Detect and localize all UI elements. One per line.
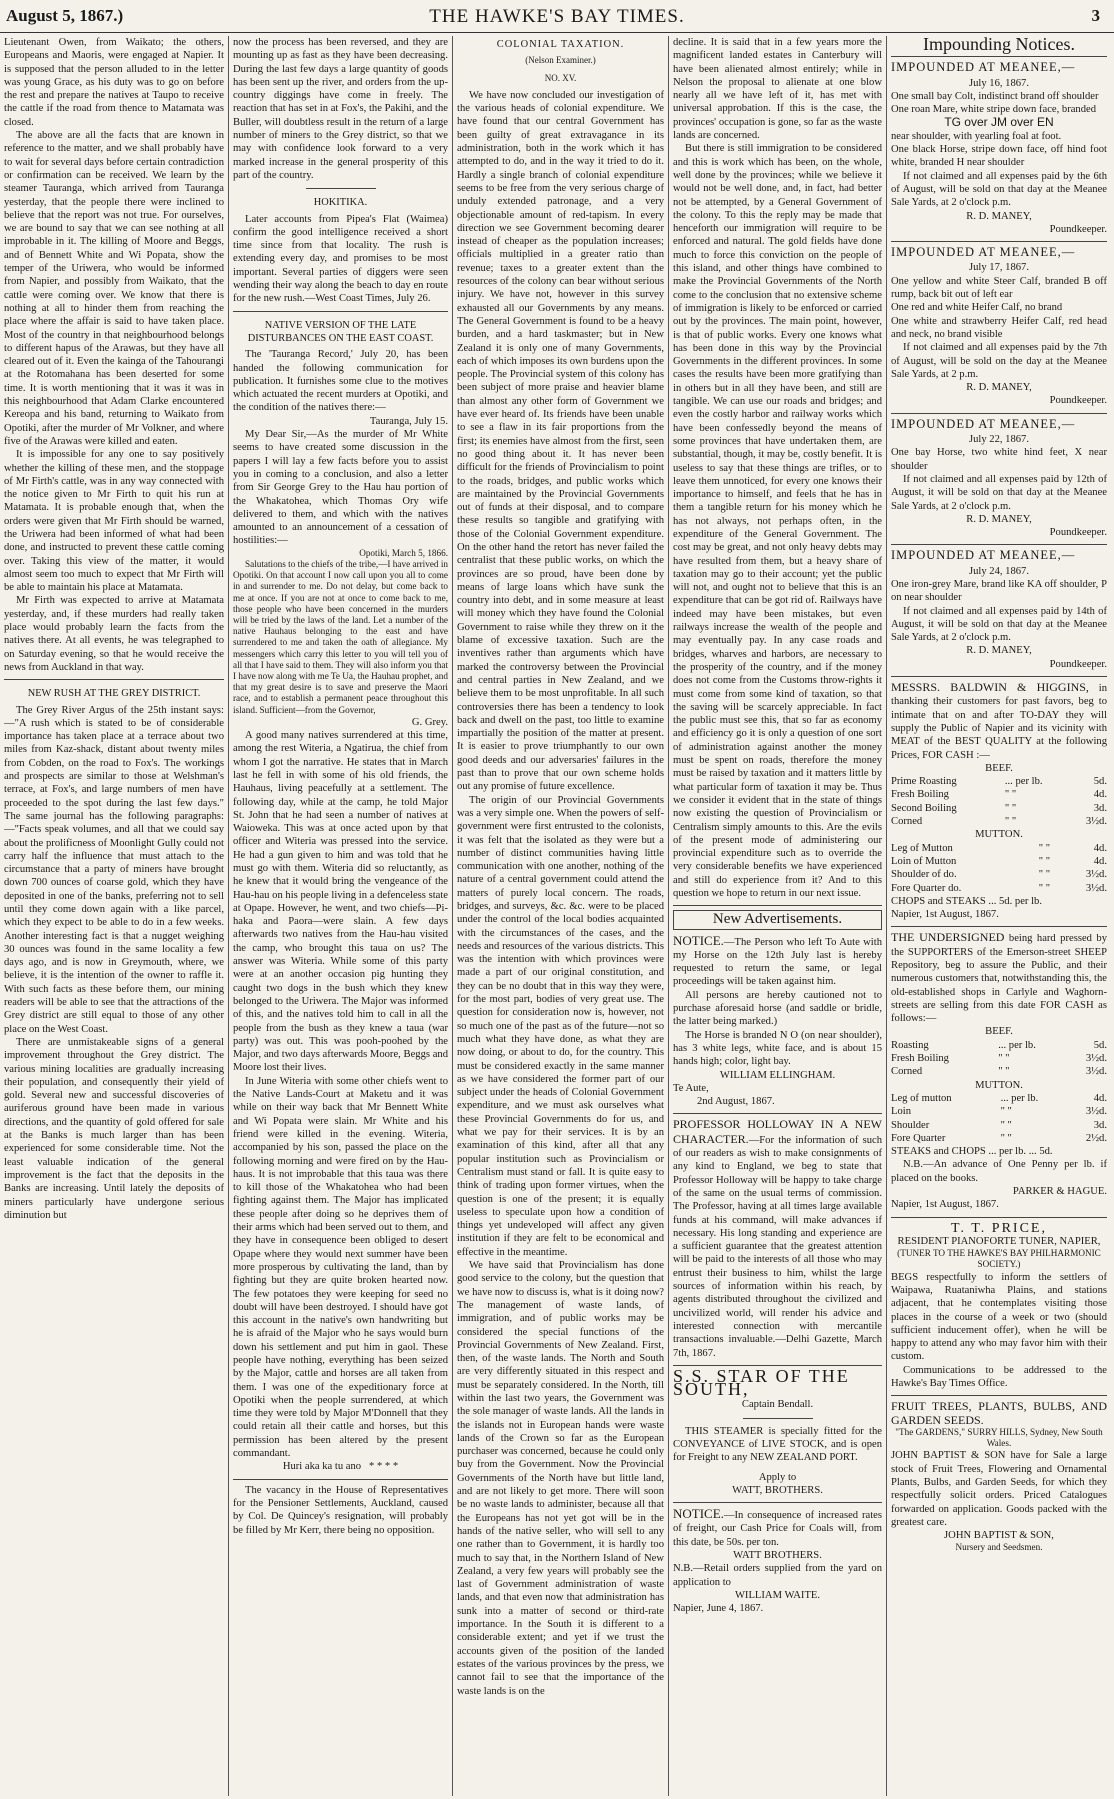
ad-apply: Apply to [758, 1471, 797, 1483]
ad-date: 2nd August, 1867. [697, 1096, 775, 1108]
divider [4, 679, 224, 680]
poundkeeper-name: R. D. MANEY, [966, 513, 1032, 525]
governor-letter: Salutations to the chiefs of the tribe,—I have arrived in Opotiki. On that account I now call upon you all to come in and surrender to me. Do not delay, but come back to me at once. If you are not at once to come back to me, those people who have been concerned in the murders will be tried by the laws of the land. Let a number of the native Hauhaus belonging to the east and have surrendered to me and taken the oath of allegiance. My messengers which carry this letter to you will tell you of all that I have said to them. They will also inform you that I have now along with me Te Ua, the Hauhau prophet, and that my great desire is to save and preserve the Maori race, and to establish a permanent peace throughout this island. Sufficient—from the Governor, [233, 558, 448, 715]
column-divider [452, 36, 453, 1796]
price-item: Fresh Boiling [891, 789, 949, 801]
poundkeeper-name: R. D. MANEY, [966, 645, 1032, 657]
price-section-heading: BEEF. [985, 762, 1013, 774]
price-item: Shoulder of do. [891, 869, 957, 881]
price-unit: " " [1000, 1119, 1012, 1131]
divider [891, 56, 1107, 57]
advertisement-holloway [673, 1118, 882, 1359]
source-note: (Nelson Examiner.) [525, 55, 596, 66]
price-row [891, 855, 1107, 868]
paragraph: decline. It is said that in a few years more the magnificent landed estates in Canterbury will have been alienated almost entirely; while in Nelson the proposal to alienate at one blow nearly all we have left of it, has met with universal approbation. If this is the case, the provinces' occupation is gone, so far as the waste lands are concerned. [673, 37, 882, 142]
divider [673, 1113, 882, 1114]
impound-terms: If not claimed and all expenses paid by the 6th of August, will be sold on that day at the Meanee Sale Yards, at 2 o'clock p.m. [891, 170, 1107, 209]
ad-text: —For the information of such of our readers as wish to make consignments of any kind to England, we beg to state that Professor Holloway will be happy to take charge of the same on the usual terms of commission. The Professor, having at all times large available funds at his command, will make advances if necessary. His long standing and experience are a sufficient guarantee that the greatest attention will be paid to the interests of all those who may entrust their business to him, whilst the large sources of information within his reach, by agents distributed throughout the civilized and uncivilized world, will render his advice and interested connection with mercantile transactions invaluable.—Delhi Gazette, March 7th, 1867. [673, 1134, 882, 1359]
ad-date: Napier, June 4, 1867. [673, 1603, 764, 1615]
column-divider [228, 36, 229, 1796]
price-unit: " " [1038, 882, 1051, 894]
impound-entry: One iron-grey Mare, brand like KA off shoulder, P on near shoulder [891, 578, 1107, 604]
price-row [891, 882, 1107, 895]
masthead-rule [0, 32, 1114, 33]
ad-heading: NOTICE. [673, 932, 724, 948]
impound-terms: If not claimed and all expenses paid by 14th of August, it will be sold on that day at the Meanee Sale Yards, at 2 o'clock p.m. [891, 605, 1107, 644]
signature-text: Huri aka ka tu ano [282, 1461, 362, 1473]
price-row [891, 775, 1107, 788]
price-value: 4d. [1093, 842, 1107, 854]
impound-terms: If not claimed and all expenses paid by the 7th of August, will be sold on the day at the Meanee Sale Yards, at 2 p.m. [891, 342, 1107, 380]
price-item: Fore Quarter do. [891, 882, 962, 894]
price-section-heading: MUTTON. [975, 1079, 1023, 1091]
price-unit: " " [1000, 1132, 1012, 1144]
ad-text: N.B.—An advance of One Penny per lb. if placed on the books. [891, 1159, 1107, 1184]
price-row [891, 1039, 1107, 1052]
impound-terms: If not claimed and all expenses paid by 12th of August, it will be sold on that day at the Meanee Sale Yards, at 2 o'clock p.m. [891, 473, 1107, 512]
ad-heading: S.S. STAR OF THE SOUTH, [673, 1365, 850, 1400]
price-unit: ... per lb. [998, 1039, 1036, 1051]
brand-marks: TG over JM over EN [944, 115, 1054, 130]
column-4 [673, 36, 882, 1796]
price-item: Loin of Mutton [891, 855, 957, 867]
price-unit: " " [1038, 855, 1051, 867]
price-section-heading: BEEF. [985, 1026, 1013, 1038]
impound-entry: One bay Horse, two white hind feet, X near shoulder [891, 447, 1107, 472]
series-number: NO. XV. [544, 72, 577, 83]
ad-heading: MESSRS. BALDWIN & HIGGINS, [891, 680, 1089, 695]
ad-text: All persons are hereby cautioned not to purchase aforesaid horse (and saddle or bridle, the latter being marked.) [673, 989, 882, 1028]
signature [233, 1460, 448, 1473]
price-item: Roasting [891, 1039, 929, 1051]
price-value: 3½d. [1085, 869, 1107, 881]
ad-heading: THE UNDERSIGNED [891, 930, 1005, 945]
paragraph: Lieutenant Owen, from Waikato; the others, Europeans and Maoris, were engaged at Napier. It is supposed that the person alluded to in the letter was young Grace, as his duty was to go on before the rest and prepare the natives at Taupo to receive the cattle if the road from thence to Matamata was closed. [4, 37, 224, 128]
price-line: CHOPS and STEAKS ... 5d. per lb. [891, 895, 1042, 907]
poundkeeper-title: Poundkeeper. [1049, 527, 1107, 539]
ad-text: JOHN BAPTIST & SON have for Sale a large stock of Fruit Trees, Flowering and Ornamental Plants, Bulbs, and Garden Seeds, for which they respectfully solicit orders. Priced Catalogues forwarded on application. Goods packed with the greatest care. [891, 1450, 1107, 1528]
ad-subheading: RESIDENT PIANOFORTE TUNER, NAPIER, [897, 1235, 1101, 1247]
section-heading: NATIVE VERSION OF THE LATE DISTURBANCES ON THE EAST COAST. [247, 319, 434, 344]
price-unit: ... per lb. [1000, 1092, 1039, 1104]
price-item: Corned [891, 816, 923, 828]
ad-text: N.B.—Retail orders supplied from the yard on application to [673, 1563, 882, 1588]
butcher-ad-baldwin [891, 681, 1107, 762]
price-row [891, 868, 1107, 881]
divider [891, 926, 1107, 927]
price-row [891, 1092, 1107, 1105]
price-unit: " " [1000, 1106, 1012, 1118]
ad-heading: FRUIT TREES, PLANTS, BULBS, AND GARDEN SEEDS. [891, 1399, 1107, 1427]
price-row [891, 788, 1107, 801]
divider [891, 413, 1107, 414]
price-value: 4d. [1093, 855, 1107, 867]
ad-text: The Horse is branded N O (on near shoulder), has 3 white legs, white face, and is about 15 hands high; color, light bay. [673, 1029, 882, 1068]
section-heading: NEW RUSH AT THE GREY DISTRICT. [27, 688, 201, 700]
ad-heading: T. T. PRICE, [951, 1220, 1047, 1236]
price-item: Corned [891, 1066, 923, 1078]
section-heading: HOKITIKA. [313, 197, 368, 209]
price-value: 4d. [1093, 1092, 1107, 1104]
price-table-beef [891, 1039, 1107, 1079]
price-value: 3d. [1093, 1119, 1107, 1131]
price-value: 3½d. [1085, 882, 1107, 894]
price-line: STEAKS and CHOPS ... per lb. ... 5d. [891, 1146, 1053, 1158]
price-unit: " " [1038, 869, 1051, 881]
divider [743, 1418, 813, 1419]
ad-text: in thanking their customers for past favors, beg to intimate that on and after TO-DAY they will supply the Public of Napier and its vicinity with MEAT of the BEST QUALITY at the following Prices, FOR CASH :— [891, 683, 1107, 761]
price-row [891, 1119, 1107, 1132]
price-item: Prime Roasting [891, 776, 957, 788]
impound-date: July 17, 1867. [968, 262, 1030, 274]
price-value: 3½d. [1085, 1053, 1107, 1065]
price-row [891, 802, 1107, 815]
paragraph: Later accounts from Pipea's Flat (Waimea) confirm the good intelligence received a short time since from that locality. The rush is extending every day, and promises to be most important. Several parties of diggers were seen wending their way along the beach to day en route for the new rush.—West Coast Times, July 26. [233, 213, 448, 305]
asterism: * * * * [369, 1461, 399, 1473]
poundkeeper-name: R. D. MANEY, [966, 210, 1032, 222]
ad-place: Te Aute, [673, 1082, 709, 1094]
price-table-mutton [891, 842, 1107, 895]
divider [673, 905, 882, 906]
impound-entry: One red and white Heifer Calf, no brand [891, 302, 1063, 314]
column-1 [4, 36, 224, 1796]
ad-date: Napier, 1st August, 1867. [891, 1199, 999, 1211]
price-unit: " " [1004, 816, 1017, 828]
divider [673, 1502, 882, 1503]
ad-text: BEGS respectfully to inform the settlers of Waipawa, Ruataniwha Plains, and stations adjacent, that he contemplates visiting those places in the course of a week or two (should sufficient inducement offer), when he will be happy to attend any who may favor him with their custom. [891, 1271, 1107, 1363]
impound-entry: One yellow and white Steer Calf, branded B off rump, back bit out of left ear [891, 275, 1107, 301]
poundkeeper-title: Poundkeeper. [1049, 395, 1107, 407]
price-item: Loin [891, 1106, 912, 1118]
price-row [891, 1105, 1107, 1118]
impound-heading: IMPOUNDED AT MEANEE,— [891, 548, 1076, 563]
price-unit: " " [1004, 802, 1017, 814]
divider [891, 1217, 1107, 1218]
price-row [891, 1065, 1107, 1078]
issue-date: August 5, 1867.) [6, 6, 124, 25]
price-value: 2½d. [1085, 1132, 1107, 1144]
poundkeeper-title: Poundkeeper. [1049, 658, 1107, 670]
column-divider [668, 36, 669, 1796]
impound-entry: One small bay Colt, indistinct brand off shoulder [891, 90, 1099, 102]
column-5 [891, 36, 1107, 1796]
paragraph: now the process has been reversed, and they are mounting up as fast as they have been decreasing. During the last few days a large quantity of goods has been sent up the river, and orders from the up-country diggings have come in freely. The reaction that has set in at Fox's, the Pakihi, and the Buller, will doubtless result in the return of a large number of miners to the Grey district, so that we may with confidence look forward to a very marked increase in the general prosperity of this part of the country. [233, 37, 448, 181]
paragraph: The origin of our Provincial Governments was a very simple one. When the powers of self-government were first entrusted to the colonists, it was felt that the isolated as they were but a number of distinct communities having little communication with one another, nothing of the nature of a central government could attend the matters of purely local concern. The roads, bridges, and surveys, &c. &c. were to be placed under the control of the local bodies acquainted with the circumstances of the cases, and the needs and resources of the various districts. This was the intention with which provinces were made a part of our original constitution, and they can be no doubt that in this way they were, for the most part, bodies of very great use. The question for consideration now is, however, not so much one of the past as of the future—not so much what they have done, as what they are now doing, or about to do, for the country. This must be considered exactly in the same manner as we have considered the former part of our subject under the heads of Colonial Government expenditure, and we must ask ourselves what these Provincial Governments do for us, and what we pay for their services. It is by an examination of this kind, after all that any popular institution such as Provincialism or Centralism must stand or fall. It is quite easy to think of trading upon former virtues, when the question is one of the present; it is equally useless to speculate upon how a condition of things yet undeveloped will affect any given institution if they are felt to be economical and effective in the meantime. [457, 794, 664, 1258]
column-divider [886, 36, 887, 1796]
impound-date: July 24, 1867. [968, 565, 1030, 577]
price-value: 4d. [1093, 789, 1107, 801]
ad-signature: PARKER & HAGUE. [1012, 1186, 1107, 1198]
ad-heading: NOTICE. [673, 1506, 724, 1522]
price-row [891, 1052, 1107, 1065]
ad-heading: PROFESSOR HOLLOWAY IN A NEW CHARACTER. [673, 1117, 882, 1146]
divider [233, 1479, 448, 1480]
advertisement-notice [673, 934, 882, 989]
ad-signature: Nursery and Seedsmen. [955, 1542, 1043, 1553]
divider [891, 241, 1107, 242]
price-unit: " " [1004, 789, 1017, 801]
signature: G. Grey. [411, 716, 448, 728]
paragraph: But there is still immigration to be considered and this is work which has been, on the whole, well done by the provinces; while we believe it would not be well done, and, in fact, had better not be attempted, by a General Government of the colony. To this the reply may be made that henceforth our immigration will require to be enforced and natural. The gold fields have done much to force this conviction on the people of this island, and other things have combined to make the Provincial Governments of the North come to the conclusion that no extensive scheme of immigration is likely to be enforced or carried out by the provinces. The main point, however, is that of public works. Every one knows what has been done in this way by the Provincial Governments in the different provinces. In some cases the results have been more gratifying than in others but in all they have been, and still are tangible. We can use our roads and bridges; and even the costly harbor and railway works which have been confessedly beyond the means of some provinces that have undertaken them, are substantial, though, it may be, costly benefit. It is useless to say that these things are trifles, or to leave them unnoticed, for every one knows their importance to himself, and feels that he has in them a tangible return for his money which he has not always, not perhaps often, in the expenditure of the General Government. The cost may be great, and not only heavy debts may have resulted from them, but a heavy share of taxation may go to their account; yet the public will not, and ought not to believe that this is an expenditure that can be got rid of. Railways have indeed may have been mistakes, but even railways increase the wealth of the people and may eventually pay. In any case roads and bridges, wharves and harbors, are necessary to the prosperity of the country, and if the money does not come from the Customs throw-rights it must come from some kind of taxation, so that the saving will be scarcely appreciable. In fact the public must see this, that so far as economy and efficiency go it is only a question of one sort of administration against another the money must be spent on roads, therefore the money must be raised by taxation and it matters little by what particular form of taxation it may be. Thus we consider it evident that in the state of things now existing the question of Provincialism or Centralism simply amounts to this. Are the evils of the present mode of administering our provincial expenditure such as to override the very considerable benefits we have experienced and still do experience from it? And to this question we hope to return in our next issue. [673, 143, 882, 899]
price-item: Leg of Mutton [891, 842, 953, 854]
price-table-mutton [891, 1092, 1107, 1145]
ad-text: being hard pressed by the SUPPORTERS of the Emerson-street SHEEP Repository, beg to assure the Public, and their numerous customers that, notwithstanding this, the old-established shops in Carlyle and Waghorn-streets are selling from this date FOR CASH as follows:— [891, 933, 1107, 1025]
poundkeeper-name: R. D. MANEY, [966, 382, 1032, 394]
divider [306, 188, 376, 189]
impounding-heading: Impounding Notices. [923, 36, 1075, 54]
ad-signature: WATT, BROTHERS. [732, 1484, 823, 1496]
price-unit: " " [998, 1053, 1010, 1065]
price-unit: " " [1038, 842, 1051, 854]
paragraph: There are unmistakeable signs of a general improvement throughout the Grey district. The various mining localities are gradually increasing their population, and consequently their yield of gold. Several new and successful discoveries of auriferous ground have been made in various directions, and the quantity of gold offered for sale at the Banks is much larger than has been experienced for some considerable time. Not the least valuable indication of the general improvement is the fact that the deposits in the Banks are increasing. Until lately the deposits of miners particularly have undergone serious diminution but [4, 1036, 224, 1221]
price-item: Fresh Boiling [891, 1053, 949, 1065]
price-value: 3½d. [1085, 1106, 1107, 1118]
price-row [891, 842, 1107, 855]
poundkeeper-title: Poundkeeper. [1049, 223, 1107, 235]
paragraph: The vacancy in the House of Representatives for the Pensioner Settlements, Auckland, caused by Col. De Quincey's resignation, will probably be filled by Mr Kerr, there being no opposition. [233, 1484, 448, 1536]
paragraph: The 'Tauranga Record,' July 20, has been handed the following communication for publication. It furnishes some clue to the motives which actuated the recent murders at Opotiki, and the condition of the natives there:— [233, 349, 448, 414]
paragraph: We have now concluded our investigation of the various heads of colonial expenditure. We have found that our central Government has been guilty of great extravagance in its administration, both in the work which it has attempted to do, and in the way it tried to do it. Hardly a single branch of colonial expenditure seems to be free from the very serious charge of unduly extended patronage, and a very objectionable amount of red-tapism. In every direction we see Government becoming dearer instead of cheaper as the population increases; officials multiplied in a greater ratio than revenue; taxes to a greater extent than the resources of the colony can bear without serious injury. We have not, however in this survey exhausted all our Governments by any means. The General Government is found to be a heavy burden, and a hard taskmaster; but in New Zealand it is only one of many Governments, each of which imposes its own burdens upon the people. The Provincial system of this colony has been subject of more praise and heavier blame than almost any other form of Government we have ever heard of. Its friends have been unable to see a flaw in its fair proportions from the first; its enemies have almost from the first, seen no good thing about it. It has never been difficult for the friends of Provincialism to point to the roads, bridges, and public works which are maintained by the Provincial Governments out of funds at their disposal, and to compare these results so tangible and gratifying with those of the Colonial Government expenditure. On the other hand the retort has never failed the centralist that these public works, on which the provinces are so proud, have been done by means of large loans which have sunk the country into debt, and in some measure at least will money which they have found the Colonial Government to raise while they threw on it the blame of excessive taxation. Such are the inventives rather than arguments which have marked the controversy between the Provincial and central parties in New Zealand, and we believe them to be most unprofitable. In all such controversies there has been a tendency to look back and dwell on the past, too little to examine impartially the position of the matter at present. It is easier to prove triumphantly to our own good deeds and our adversaries' failures in the past than to prove that our own scheme holds out any promise of future excellence. [457, 89, 664, 793]
price-table-beef [891, 775, 1107, 828]
page-number: 3 [1091, 6, 1100, 25]
advertisement-coal [673, 1507, 882, 1549]
paragraph: A good many natives surrendered at this time, among the rest Witeria, a Ngatirua, the chief from whom I got the narrative. He states that in March last he fell in with some of his old friends, the Hauhaus, living peacefully at a settlement. The following day, while at the camp, he told Major St. John that he had seen a number of natives at Waioweka. This was at once acted upon by that officer and Witeria was pressed into the service. He had a gun given to him and was told that he must go with them. Witeria did so reluctantly, as he knew that it would bring the vengeance of the Hau-hau on his people living in a defenceless state at Opape. However, he went, and two chiefs—Pi-haka and Paora—were slain. A few days afterwards two natives from the Hau-hau visited the camp, who brought this taua on us? The answer was Witeria. While some of this party were at an another occasion pig hunting they caught two dogs in the bush which they knew belonged to the Uriwera. The Major was informed of this, and the natives told him to call in all the people from the bush as they knew a taua (war party) was out. This was pooh-poohed by the Major, and two days afterwards Moore, Beggs and Moore lost their lives. [233, 730, 448, 1074]
price-item: Shoulder [891, 1119, 930, 1131]
ad-signature: WATT BROTHERS. [733, 1550, 822, 1562]
section-heading: COLONIAL TAXATION. [496, 39, 625, 50]
price-unit: ... per lb. [1004, 776, 1043, 788]
dateline: Tauranga, July 15. [369, 415, 448, 427]
butcher-ad-parker [891, 931, 1107, 1025]
letter: My Dear Sir,—As the murder of Mr White seems to have created some discussion in the papers I will lay a few facts before you to assist you in coming to a conclusion, and also a letter from Sir George Grey to the Hau hau portion of the Whakatohea, which Thomas Ory wife delivered to them, and which with the natives amounted to an announcement of a cessation of hostilities:— [233, 429, 448, 547]
price-row [891, 815, 1107, 828]
ad-captain: Captain Bendall. [741, 1399, 814, 1411]
new-advertisements-heading: New Advertisements. [673, 910, 882, 929]
divider [233, 311, 448, 312]
ad-text: —The Person who left To Aute with my Horse on the 12th July last is hereby requested to return the same, or legal proceedings will be taken against him. [673, 936, 882, 988]
impound-entry: One white and strawberry Heifer Calf, red head and neck, no brand visible [891, 315, 1107, 340]
impound-date: July 16, 1867. [968, 77, 1030, 89]
paragraph: In June Witeria with some other chiefs went to the Native Lands-Court at Maketu and it was while on their way back that Mr Bennett White and Wi Popata were slain. Mr White and his friend were killed in the evening. Witeria, accompanied by his son, passed the place on the following morning and were fired on by the Hau-haus. It is not improbable that this taua was there to kill those of the Whakatohea who had been fighting against them. The Major has implicated these people after doing so he deprives them of their arms which had been served out to them, and they have in consequence been obliged to desert Opape where they would next summer have been more prosperous by cultivating the land, than by fighting but they are quite broken hearted now. The few potatoes they were keeping for seed no doubt will have been destroyed. I should have got this account in the native's own handwriting but he is afraid of the Major who he says would burn down his settlement and put him in gaol. These people have nothing, everything has been seized by the Major, cattle and horses are all taken from them. I was one of the expeditionary force at Opotiki when the people surrendered, at which time they were told by Major M'Donnell that they could retain all their cattle and horses, but this permission has been altered by the present commandant. [233, 1075, 448, 1460]
paragraph: It is impossible for any one to say positively whether the killing of these men, and the stoppage of Mr Firth's cattle, was in any way connected with the notice given to Mr Firth to quit his run at Matamata. It is probable enough that, when the orders were given that Mr Firth should be warned, the Uriwera had been informed of what had been done, and instructed to prevent these cattle coming over. Taking this view of the matter, it would almost seem too much to expect that Mr Firth will be able to maintain his place at Matamata. [4, 449, 224, 594]
impound-date: July 22, 1867. [968, 434, 1030, 446]
ad-subheading: "The GARDENS," SURRY HILLS, Sydney, New South Wales. [895, 1426, 1103, 1449]
price-item: Leg of mutton [891, 1092, 952, 1104]
price-value: 3½d. [1085, 1066, 1107, 1078]
price-value: 5d. [1093, 776, 1107, 788]
ad-text: THIS STEAMER is specially fitted for the CONVEYANCE of LIVE STOCK, and is open for Freight to any NEW ZEALAND PORT. [673, 1425, 882, 1464]
paragraph: The Grey River Argus of the 25th instant says:—"A rush which is stated to be of considerable importance has taken place at a terrace about two miles from Kaz-shack, distant about twenty miles from Cobden, on the road to Fox's. The workings and prospects are similar to those at Welshman's terrace, at Fox's, and large numbers of men have proceeded to the spot during the last few days." The same journal has the following paragraphs:—"Facts speak volumes, and all that we could say about the prolificness of Moonlight Gully could not carry half the influence that must attach to the circumstance that a party of miners have brought down 700 ounces of coarse gold, which they have deposited in one of the banks, preferring not to sell until they come down again with a like parcel, which they expect to be able to do in a few weeks. Another interesting fact is that a nugget weighing 30 ounces was found in the same locality a few days ago, and is now in Greymouth, where, we believe, it is the intention of the owner to raffle it. With such facts as these before them, our mining readers will be able to see that the attractions of the Grey district are still equal to those of any other place on the West Coast. [4, 704, 224, 1035]
impound-heading: IMPOUNDED AT MEANEE,— [891, 60, 1076, 75]
ad-signature: JOHN BAPTIST & SON, [944, 1530, 1054, 1542]
divider [891, 1395, 1107, 1396]
impound-entry: One black Horse, stripe down face, off hind foot white, branded H near shoulder [891, 144, 1107, 169]
ad-date: Napier, 1st August, 1867. [891, 909, 999, 921]
newspaper-title: THE HAWKE'S BAY TIMES. [429, 6, 685, 27]
price-item: Fore Quarter [891, 1132, 946, 1144]
price-value: 3d. [1093, 802, 1107, 814]
price-section-heading: MUTTON. [975, 829, 1023, 841]
impound-entry: near shoulder, with yearling foal at foot. [891, 130, 1062, 142]
column-2 [233, 36, 448, 1796]
impound-heading: IMPOUNDED AT MEANEE,— [891, 245, 1076, 260]
masthead [0, 0, 1114, 34]
ad-signature: WILLIAM ELLINGHAM. [719, 1069, 836, 1081]
ad-subheading: (TUNER TO THE HAWKE'S BAY PHILHARMONIC SOCIETY.) [897, 1248, 1101, 1270]
ad-text: Communications to be addressed to the Hawke's Bay Times Office. [891, 1364, 1107, 1390]
price-value: 3½d. [1085, 816, 1107, 828]
price-row [891, 1132, 1107, 1145]
divider [891, 676, 1107, 677]
paragraph: We have said that Provincialism has done good service to the colony, but the question that we have now to discuss is, what is it doing now? The management of waste lands, of immigration, and of public works may be considered the special functions of the Provincial Governments of New Zealand. First, then, of the waste lands. The North and South are very differently situated in this respect and must be separately considered. In the North, till within the last two years, the Government was the sole manager of waste lands. All the lands in the islands not in European hands were waste lands of the Crown so far as the European purchaser was concerned, because he could only buy from the Government. Now the Provincial Governments of the North have but little land, and are not likely to get more. There will soon be no waste lands to administer, because all that the Europeans has not yet got will be in the hands of the native seller, who will sell to any one rather than to Government, it is hardly too much to say that, in the Northern Island of New Zealand, a very few years will probably see the last of Government administration of waste lands, and that even now that administration has sunk into a matter of second or third-rate importance. In the South it is different to a considerable extent; and yet if we trust the accounts given of the position of the landed estates of the various provinces by the press, we cannot fail to see that the importance of the waste lands is on the [457, 1260, 664, 1697]
column-3 [457, 36, 664, 1796]
divider [891, 544, 1107, 545]
price-unit: " " [998, 1066, 1010, 1078]
price-item: Second Boiling [891, 802, 957, 814]
impound-heading: IMPOUNDED AT MEANEE,— [891, 416, 1076, 431]
ad-signature: WILLIAM WAITE. [734, 1589, 821, 1601]
ad-text: —In consequence of increased rates of freight, our Cash Price for Coals will, from this date, be 50s. per ton. [673, 1510, 882, 1548]
paragraph: The above are all the facts that are known in reference to the matter, and we shall probably have to wait for several days before certain contradiction or confirmation can be received. We learn by the steamer Tauranga, which arrived from Tauranga yesterday, that the people there were inclined to believe that the report was not true. For ourselves, we are bound to say that we can see nothing at all improbable in it. The killing of Moore and Beggs, and of Bennett White and Wi Popata, show the temper of the Uriwera, who would be informed from Napier, and possibly from Waikato, that the cattle were coming over. We know that there is nothing at all to hinder them from reaching the place where the affair is said to have taken place. Most of the country in that neighbourhood belongs to different hapus of the Arawas, but they have all cleared out of it. Even the kainga of the Tahourangi at the Rotomahana has been deserted for some time. It is worth mentioning that it was it was in this neighbourhood that Adam Clarke encountered Kereopa and his band, returning to Waikato from Opotiki, after the murder of Mr Volkner, and where five of the Arawas were killed and eaten. [4, 130, 224, 447]
paragraph: Mr Firth was expected to arrive at Matamata yesterday, and, if these murders had really taken place would probably learn the facts from the natives there. At all events, he was telegraphed to on Saturday evening, so that he would receive the news from Auckland in that way. [4, 595, 224, 673]
impound-entry: One roan Mare, white stripe down face, branded [891, 104, 1097, 116]
price-value: 5d. [1093, 1039, 1107, 1051]
dateline: Opotiki, March 5, 1866. [359, 547, 448, 558]
